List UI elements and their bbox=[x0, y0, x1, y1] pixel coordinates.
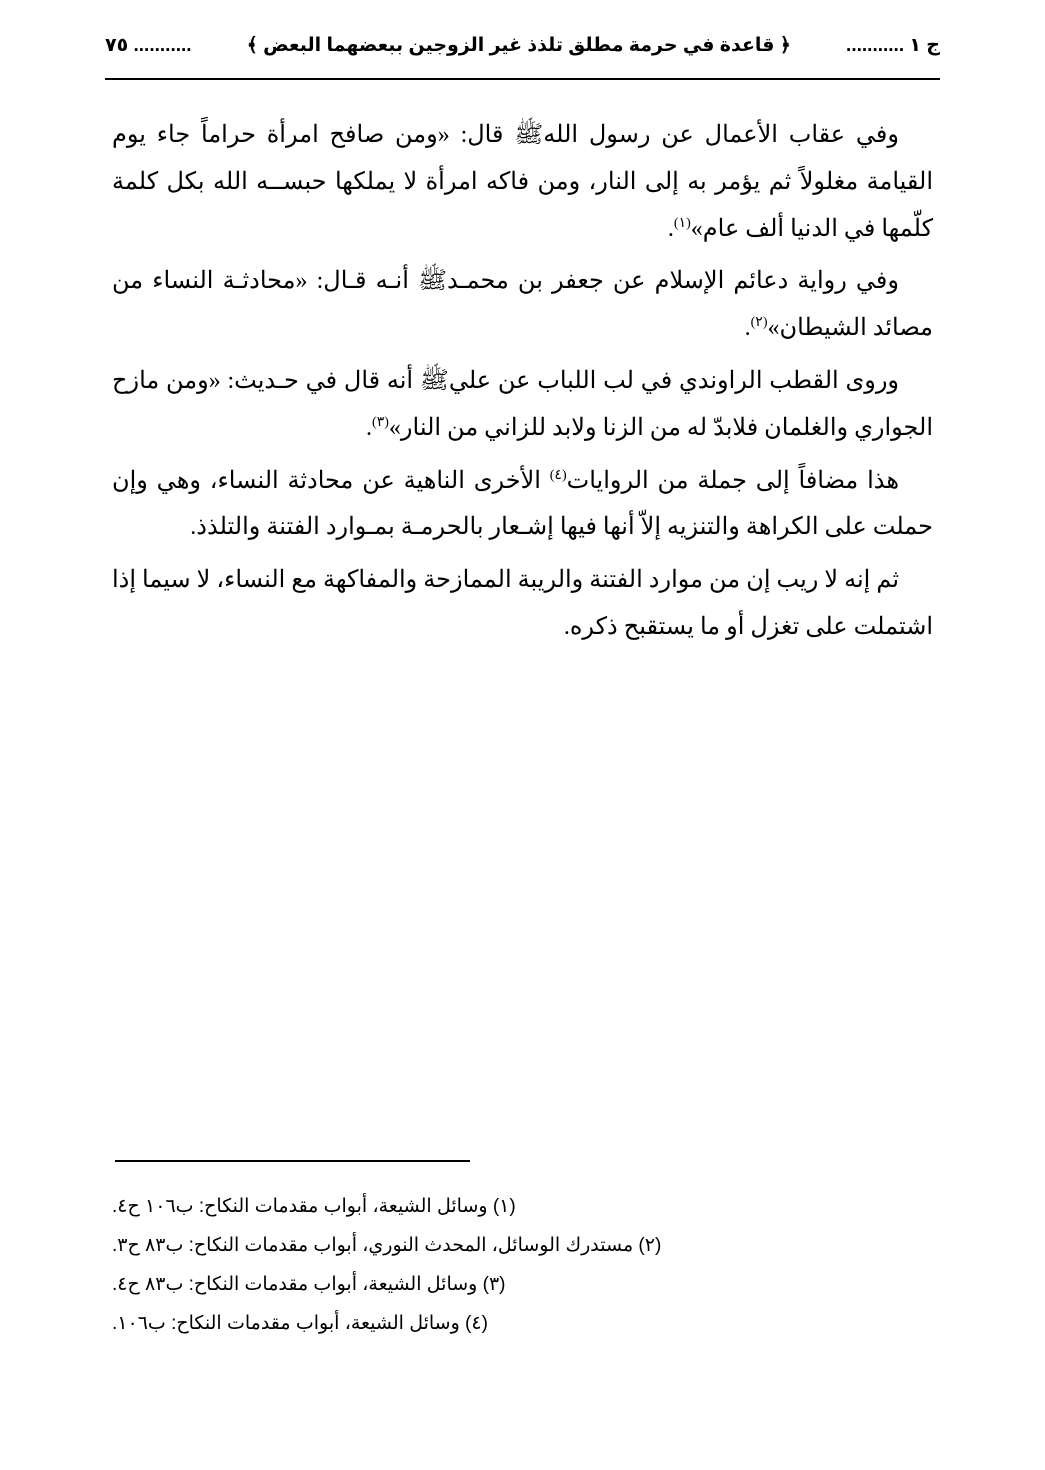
paragraph-3-tail: . bbox=[366, 414, 373, 441]
paragraph-2-tail: . bbox=[744, 315, 751, 342]
footnote-marker-4: (٤) bbox=[549, 467, 567, 483]
paragraph-1 bbox=[112, 112, 933, 252]
footnote-item: (١) وسائل الشيعة، أبواب مقدمات النكاح: ب١٠٦ ح٤. bbox=[112, 1196, 516, 1217]
header-title: ﴿ قاعدة في حرمة مطلق تلذذ غير الزوجين ببعضهما البعض ﴾ bbox=[246, 35, 791, 56]
footnote-marker-2: (٢) bbox=[750, 315, 768, 331]
footnote-marker-1: (١) bbox=[673, 215, 691, 231]
paragraph-4-text-a: هذا مضافاً إلى جملة من الروايات bbox=[566, 467, 899, 494]
footnote-item: (٤) وسائل الشيعة، أبواب مقدمات النكاح: ب١٠٦. bbox=[112, 1312, 488, 1334]
header-volume: ج ١ ........... bbox=[846, 35, 940, 56]
paragraph-2-text: وفي رواية دعائم الإسلام عن جعفر بن محمـدﷺ أنـه قـال: «محادثـة النساء من مصائد الشيطان» bbox=[112, 268, 933, 342]
paragraph-1-tail: . bbox=[667, 215, 674, 242]
paragraph-4-text-b: الأخرى الناهية عن محادثة النساء، وهي وإن حملت على الكراهة والتنزيه إلاّ أنها فيها إشـعار بالحرمـة بمـوارد الفتنة والتلذذ. bbox=[112, 467, 933, 541]
paragraph-5-text: ثم إنه لا ريب إن من موارد الفتنة والريبة الممازحة والمفاكهة مع النساء، لا سيما إذا اشتملت على تغزل أو ما يستقبح ذكره. bbox=[112, 567, 933, 640]
paragraph-1-text: وفي عقاب الأعمال عن رسول اللهﷺ قال: «ومن صافح امرأة حراماً جاء يوم القيامة مغلولاً ثم يؤمر به إلى النار، ومن فاكه امرأة لا يملكها حبســه الله بكل كلمة كلّمها في الدنيا ألف عام» bbox=[112, 122, 933, 242]
footnote-item: (٣) وسائل الشيعة، أبواب مقدمات النكاح: ب٨٣ ح٤. bbox=[112, 1273, 506, 1295]
paragraph-2 bbox=[112, 258, 933, 352]
page-body bbox=[112, 112, 933, 657]
footnote-divider bbox=[115, 1160, 470, 1162]
paragraph-5 bbox=[112, 557, 933, 651]
footnote-marker-3: (٣) bbox=[372, 414, 389, 430]
footnote-item: (٢) مستدرك الوسائل، المحدث النوري، أبواب مقدمات النكاح: ب٨٣ ح٣. bbox=[112, 1234, 662, 1256]
paragraph-3 bbox=[112, 358, 933, 452]
paragraph-3-text: وروى القطب الراوندي في لب اللباب عن عليﷺ أنه قال في حـديث: «ومن مازح الجواري والغلمان فلابدّ له من الزنا ولابد للزاني من النار» bbox=[112, 367, 933, 441]
page-header bbox=[105, 34, 940, 57]
header-divider bbox=[105, 78, 940, 80]
footnotes-section bbox=[112, 1188, 933, 1344]
paragraph-4 bbox=[112, 458, 933, 552]
header-page-number: ........... ٧٥ bbox=[105, 35, 192, 56]
